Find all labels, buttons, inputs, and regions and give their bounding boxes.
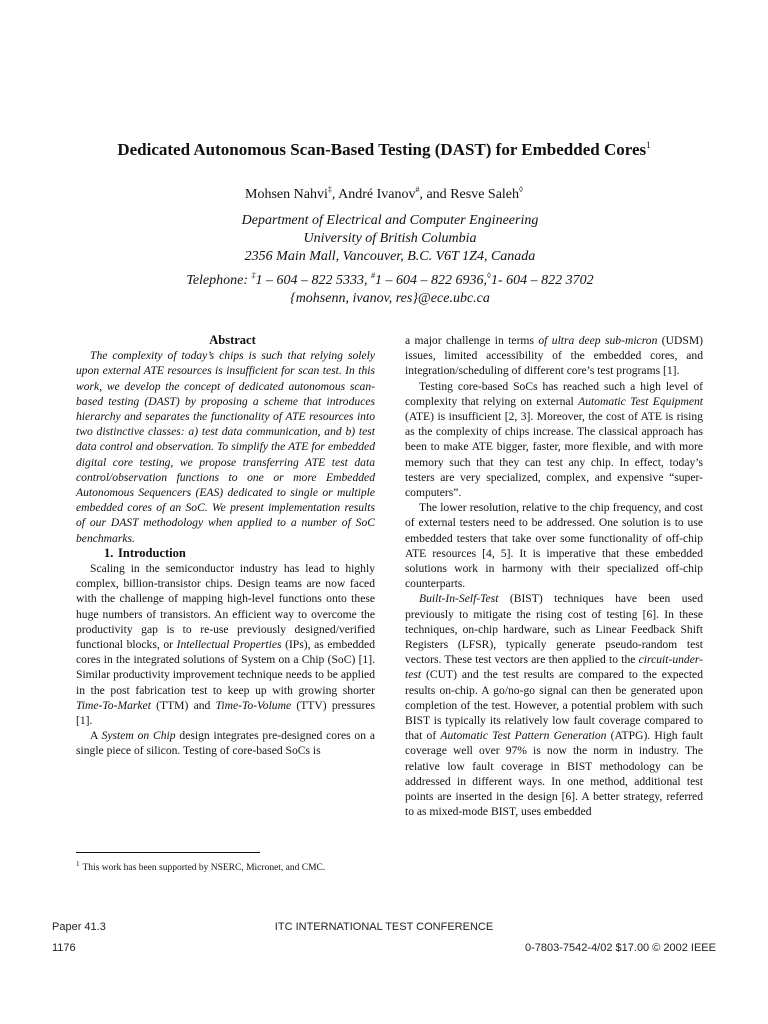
italic-term: Time-To-Volume <box>215 698 292 712</box>
text-run: Testing core-based SoCs has reached such a high level of complexity that relying on external <box>405 379 703 408</box>
italic-term: of ultra deep sub-micron <box>538 334 658 347</box>
italic-term: Intellectual Properties <box>176 638 282 652</box>
paragraph <box>405 379 703 501</box>
phone-number: 1 – 604 – 822 6936, <box>375 272 488 288</box>
left-column <box>76 333 375 759</box>
section-title: Introduction <box>118 545 186 560</box>
text-run: (ATPG). High fault coverage well over 97% is now the norm in industry. The relative low fault coverage in BIST methodology can be addressed in different ways. In one method, additional test points are inserted in the design [6]. A better strategy, referred to as mixed-mode BIST, uses embedded <box>405 729 703 819</box>
phone-number: 1 – 604 – 822 5333, <box>255 272 372 288</box>
italic-term: Automatic Test Equipment <box>578 394 703 408</box>
paragraph-continued <box>405 333 703 379</box>
title-footnote-mark: 1 <box>646 140 651 150</box>
phone-number: 1- 604 – 822 3702 <box>490 272 594 288</box>
author-mark: ◊ <box>519 185 523 194</box>
footnote-mark: 1 <box>76 860 80 868</box>
abstract-heading: Abstract <box>209 333 256 347</box>
footnote <box>76 858 325 874</box>
author-list <box>0 181 768 204</box>
telephone-line <box>0 267 768 290</box>
paragraph <box>76 728 375 758</box>
affiliation-block <box>0 212 768 308</box>
author-mark: # <box>415 185 420 194</box>
right-column <box>405 333 703 820</box>
section-heading <box>76 546 375 561</box>
text-run: (IPs), as embedded cores in the integrated solutions of System on a Chip (SoC) [1]. Similar productivity improvement technique needs to be applied in the post fabrication test to keep up with growing shorter <box>76 638 375 697</box>
author-name: André Ivanov <box>338 187 416 202</box>
text-run: design integrates pre-designed cores on a single piece of silicon. Testing of core-based SoCs is <box>76 729 376 758</box>
section-number: 1. <box>104 545 114 560</box>
address: 2356 Main Mall, Vancouver, B.C. V6T 1Z4, Canada <box>244 249 536 265</box>
email-line: {mohsenn, ivanov, res}@ece.ubc.ca <box>290 290 490 306</box>
footer-conference: ITC INTERNATIONAL TEST CONFERENCE <box>274 921 494 933</box>
text-run: (UDSM) issues, limited accessibility of the embedded cores, and integration/scheduling of different core’s test programs [1]. <box>405 334 704 378</box>
author-separator: , <box>331 187 339 202</box>
department: Department of Electrical and Computer Engineering <box>241 213 539 228</box>
phone-mark: ◊ <box>487 270 491 280</box>
paper-title <box>0 134 768 161</box>
abstract-text: The complexity of today’s chips is such that relying solely upon external ATE resources is insufficient for scan test. In this work, we develop the concept of dedicated autonomous scan-based testing (DAST) by proposing a scheme that introduces hierarchy and separates the functionality of ATE resources into two distinctive classes: a) test data communication, and b) test data control and observation. To simplify the ATE for embedded digital core testing, we propose transferring ATE test data control/observation functions to one or more Embedded Autonomous Sequencers (EAS) dedicated to single or multiple embedded cores of an SoC. We present implementation results of our DAST methodology when applied to a number of SoC benchmarks. <box>76 349 375 545</box>
paragraph <box>76 561 375 728</box>
phone-mark: ‡ <box>251 270 256 280</box>
italic-term: Time-To-Market <box>76 698 151 712</box>
footnote-divider <box>76 852 260 853</box>
text-run: a major challenge in terms <box>405 334 539 347</box>
text-run: (TTV) pressures [1]. <box>76 698 375 728</box>
footer-copyright: 0-7803-7542-4/02 $17.00 © 2002 IEEE <box>525 942 716 954</box>
italic-term: Automatic Test Pattern Generation <box>440 729 607 743</box>
author-mark: ‡ <box>327 185 332 194</box>
footer-paper-number: Paper 41.3 <box>52 921 106 933</box>
footnote-text: This work has been supported by NSERC, Micronet, and CMC. <box>82 863 326 873</box>
author-name: Resve Saleh <box>450 187 520 202</box>
author-separator: , and <box>419 187 451 202</box>
italic-term: Built-In-Self-Test <box>419 592 499 606</box>
text-run: (TTM) and <box>150 698 216 712</box>
paragraph <box>405 591 703 819</box>
paper-title-text: Dedicated Autonomous Scan-Based Testing (DAST) for Embedded Cores <box>117 140 647 159</box>
text-run: A <box>90 729 102 743</box>
italic-term: System on Chip <box>101 729 176 743</box>
phone-mark: # <box>371 270 376 280</box>
italic-term: circuit-under-test <box>405 653 703 682</box>
university: University of British Columbia <box>303 231 477 247</box>
text-run: Scaling in the semiconductor industry has lead to highly complex, billion-transistor chips. Design teams are now faced with the challenge of mapping high-level functions onto these huge numbers of transistors. An efficient way to overcome the productivity gap is to re-use previously designed/verified functional blocks, or <box>76 562 375 652</box>
text-run: (ATE) is insufficient [2, 3]. Moreover, the cost of ATE is rising as the complexity of chips increase. The classical approach has been to make ATE bigger, faster, more flexible, and with more memory such that they can test any chip. In effect, today’s testers are very specialized, complex, and expensive “super-computers”. <box>405 410 703 500</box>
paragraph: The lower resolution, relative to the chip frequency, and cost of external testers need to be addressed. One solution is to use embedded testers that take over some functionality of off-chip ATE resources [4, 5]. It is imperative that these embedded solutions work in harmony with their specialized off-chip counterparts. <box>405 501 703 591</box>
footer-page-number: 1176 <box>52 942 76 954</box>
author-name: Mohsen Nahvi <box>245 187 328 202</box>
text-run: (BIST) techniques have been used previously to mitigate the rising cost of testing [6]. In these techniques, on-chip hardware, such as Linear Feedback Shift Registers (LFSR), typically generate pseudo-random test vectors. These test vectors are then applied to the <box>405 592 703 667</box>
text-run: (CUT) and the test results are compared to the expected results on-chip. A go/no-go signal can then be generated upon completion of the test. However, a potential problem with such BIST is typically its relatively low fault coverage compared to that of <box>405 668 703 743</box>
telephone-label: Telephone: <box>186 272 252 288</box>
